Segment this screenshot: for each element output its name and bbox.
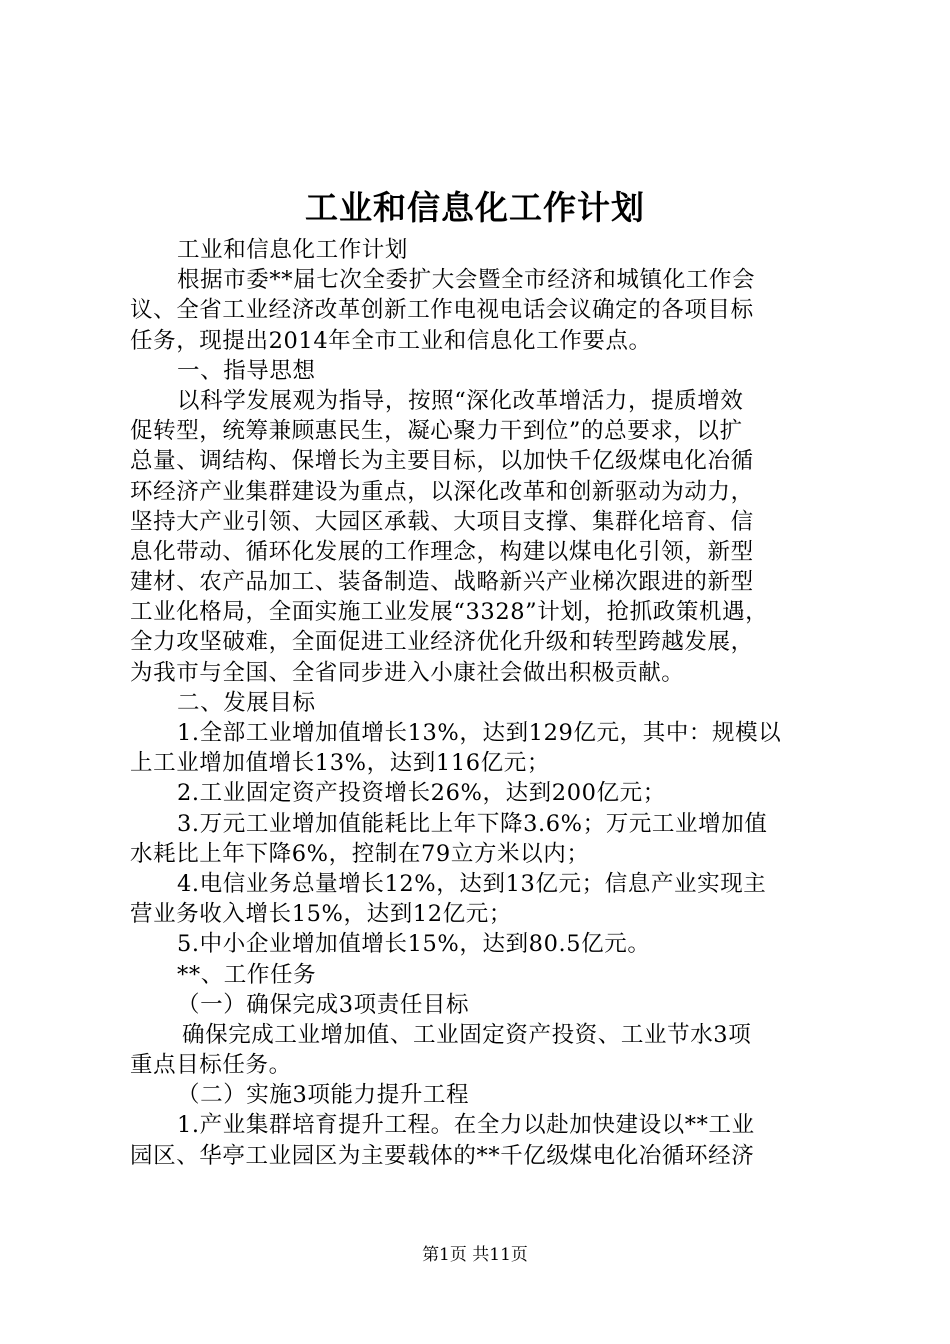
- document-body: [130, 235, 830, 1171]
- text-line: 上工业增加值增长13%，达到116亿元；: [130, 750, 550, 777]
- text-line: 2.工业固定资产投资增长26%，达到200亿元；: [177, 780, 666, 807]
- text-line: 以科学发展观为指导，按照“深化改革增活力，提质增效: [177, 387, 744, 414]
- text-line: 1.产业集群培育提升工程。在全力以赴加快建设以**工业: [177, 1112, 755, 1139]
- text-line: 全力攻坚破难，全面促进工业经济优化升级和转型跨越发展，: [130, 629, 754, 656]
- text-line: 根据市委**届七次全委扩大会暨全市经济和城镇化工作会: [177, 267, 756, 294]
- text-line: （一）确保完成3项责任目标: [177, 991, 470, 1018]
- text-line: （二）实施3项能力提升工程: [177, 1082, 470, 1109]
- text-line: 议、全省工业经济改革创新工作电视电话会议确定的各项目标: [130, 297, 754, 324]
- text-line: 任务，现提出2014年全市工业和信息化工作要点。: [130, 327, 652, 354]
- text-line: 一、指导思想: [177, 357, 316, 384]
- text-line: 重点目标任务。: [130, 1052, 292, 1079]
- text-line: 息化带动、循环化发展的工作理念，构建以煤电化引领，新型: [130, 538, 754, 565]
- text-line: 二、发展目标: [177, 689, 316, 716]
- text-line: 5.中小企业增加值增长15%，达到80.5亿元。: [177, 931, 651, 958]
- text-line: 3.万元工业增加值能耗比上年下降3.6%；万元工业增加值: [177, 810, 768, 837]
- text-line: 为我市与全国、全省同步进入小康社会做出积极贡献。: [130, 659, 685, 686]
- text-line: 营业务收入增长15%，达到12亿元；: [130, 901, 512, 928]
- text-line: **、工作任务: [177, 961, 317, 988]
- text-line: 总量、调结构、保增长为主要目标，以加快千亿级煤电化冶循: [130, 448, 754, 475]
- text-line: 确保完成工业增加值、工业固定资产投资、工业节水3项: [182, 1021, 752, 1048]
- text-line: 工业和信息化工作计划: [177, 237, 409, 263]
- page-number: 第1页 共11页: [422, 1245, 528, 1265]
- text-line: 园区、华亭工业园区为主要载体的**千亿级煤电化冶循环经济: [130, 1142, 755, 1169]
- text-line: 环经济产业集群建设为重点，以深化改革和创新驱动为动力，: [130, 478, 754, 505]
- text-line: 水耗比上年下降6%，控制在79立方米以内；: [130, 840, 590, 867]
- text-line: 坚持大产业引领、大园区承载、大项目支撑、集群化培育、信: [130, 508, 754, 535]
- text-line: 促转型，统筹兼顾惠民生，凝心聚力干到位”的总要求，以扩: [130, 418, 743, 445]
- document-title: 工业和信息化工作计划: [305, 188, 645, 227]
- text-line: 1.全部工业增加值增长13%，达到129亿元，其中：规模以: [177, 720, 782, 746]
- text-line: 4.电信业务总量增长12%，达到13亿元；信息产业实现主: [177, 870, 767, 897]
- text-line: 工业化格局，全面实施工业发展“3328”计划，抢抓政策机遇，: [130, 599, 769, 626]
- text-line: 建材、农产品加工、装备制造、战略新兴产业梯次跟进的新型: [130, 569, 754, 596]
